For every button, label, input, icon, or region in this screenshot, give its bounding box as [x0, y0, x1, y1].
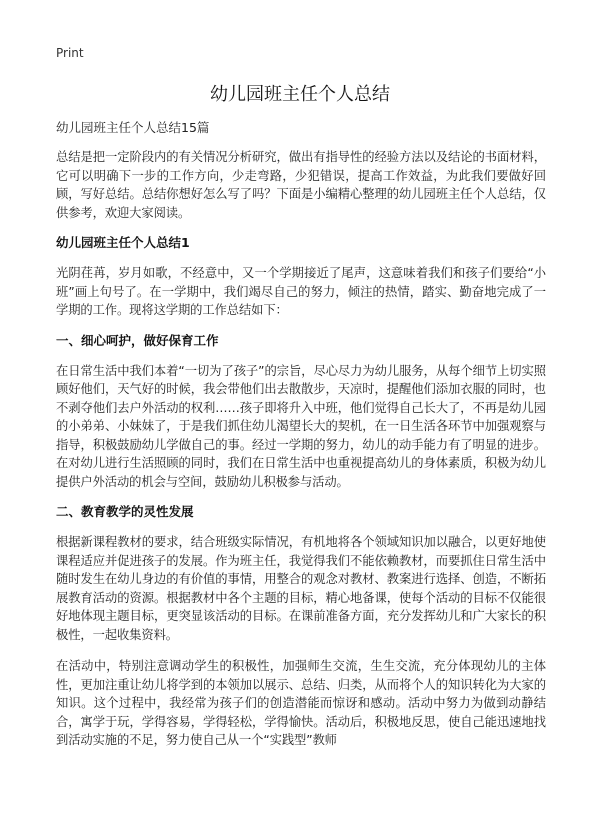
part2-paragraph-continued: 在活动中，特别注意调动学生的积极性，加强师生交流，生生交流，充分体现幼儿的主体性，更加注重让幼儿将学到的本领加以展示、总结、归类，从而将个人的知识转化为大家的知识。这个过程中，我经常为孩子们的创造潜能而惊讶和感动。活动中努力为做到动静结合，寓学于玩，学得容易，学得轻松，学得愉快。活动后，积极地反思，使自己能迅速地找到活动实施的不足，努力使自己从一个“实践型”教师 [56, 659, 546, 747]
document-body [56, 120, 546, 763]
print-link[interactable]: Print [56, 46, 84, 60]
section1-intro-paragraph: 光阴荏苒，岁月如歌，不经意中，又一个学期接近了尾声，这意味着我们和孩子们要给“小班”画上句号了。在一学期中，我们竭尽自己的努力，倾注的热情，踏实、勤奋地完成了一学期的工作。现将这学期的工作总结如下： [56, 266, 546, 317]
section1-heading: 幼儿园班主任个人总结1 [56, 235, 190, 250]
document-subtitle: 幼儿园班主任个人总结15篇 [56, 120, 210, 135]
intro-paragraph: 总结是把一定阶段内的有关情况分析研究，做出有指导性的经验方法以及结论的书面材料，它可以明确下一步的工作方向，少走弯路，少犯错误，提高工作效益，为此我们要做好回顾，写好总结。总结你想好怎么写了吗？下面是小编精心整理的幼儿园班主任个人总结，仅供参考，欢迎大家阅读。 [56, 150, 546, 220]
part1-paragraph: 在日常生活中我们本着“一切为了孩子”的宗旨，尽心尽力为幼儿服务，从每个细节上切实照顾好他们，天气好的时候，我会带他们出去散散步，天凉时，提醒他们添加衣服的同时，也不剥夺他们去户外活动的权利……孩子即将升入中班，他们觉得自己长大了，不再是幼儿园的小弟弟、小妹妹了，于是我们抓住幼儿渴望长大的契机，在一日生活各环节中加强观察与指导，积极鼓励幼儿学做自己的事。经过一学期的努力，幼儿的动手能力有了明显的进步。在对幼儿进行生活照顾的同时，我们在日常生活中也重视提高幼儿的身体素质，积极为幼儿提供户外活动的机会与空间，鼓励幼儿积极参与活动。 [56, 363, 546, 489]
part1-heading: 一、细心呵护，做好保育工作 [56, 332, 219, 348]
part2-heading: 二、教育教学的灵性发展 [56, 504, 194, 519]
page-title: 幼儿园班主任个人总结 [210, 84, 390, 105]
part2-paragraph: 根据新课程教材的要求，结合班级实际情况，有机地将各个领域知识加以融合，以更好地使课程适应并促进孩子的发展。作为班主任，我觉得我们不能依赖教材，而要抓住日常生活中随时发生在幼儿身边的有价值的事情，用整合的观念对教材、教案进行选择、创造，不断拓展教育活动的资源。根据教材中各个主题的目标，精心地备课，使每个活动的目标不仅能很好地体现主题目标，更突显该活动的目标。在课前准备方面，充分发挥幼儿和广大家长的积极性，一起收集资料。 [56, 535, 546, 642]
